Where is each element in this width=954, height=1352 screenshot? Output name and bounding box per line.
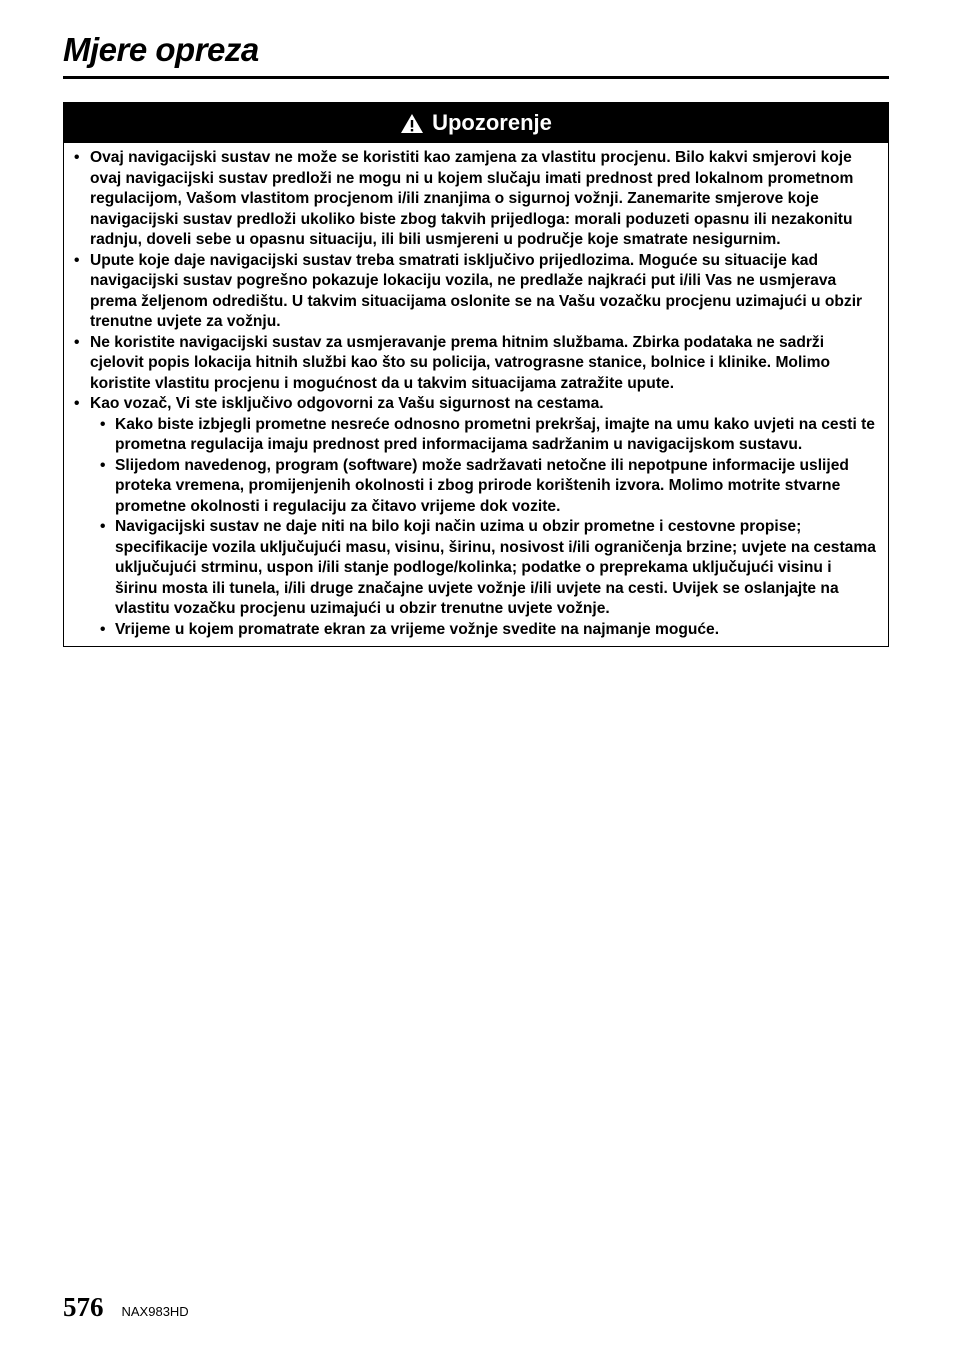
page-number: 576 [63,1292,104,1322]
warning-subitem: • Vrijeme u kojem promatrate ekran za vrijeme vožnje svedite na najmanje moguće. [90,620,878,641]
warning-header [64,103,888,143]
warning-item [72,394,878,640]
warning-item [72,251,878,333]
page-title: Mjere opreza [63,31,259,68]
model-code: NAX983HD [121,1304,189,1319]
warning-item-text: Upute koje daje navigacijski sustav treba smatrati isključivo prijedlozima. Moguće su situacije kad navigacijski sustav pogrešno pokazuje lokaciju vozila, ne predlaže najkraći put i/ili Vas ne usmjerava prema željenom odredištu. U takvim situacijama oslonite se na Vašu vozačku procjenu uzimajući u obzir trenutne uvjete za vožnju. [90,251,863,330]
warning-item [72,333,878,395]
warning-subitem: • Slijedom navedenog, program (software) može sadržavati netočne ili nepotpune informacije uslijed proteka vremena, promijenjenih okolnosti i zbog prirode korištenih izvora. Molimo motrite stvarne prometne okolnosti i regulaciju za čitavo vrijeme dok vozite. [90,456,878,518]
warning-item-text: Kao vozač, Vi ste isključivo odgovorni za Vašu sigurnost na cestama. [90,395,604,412]
page-footer [63,1292,189,1323]
warning-item-text: Ne koristite navigacijski sustav za usmjeravanje prema hitnim službama. Zbirka podataka ne sadrži cjelovit popis lokacija hitnih službi kao što su policija, vatrograsne stanice, bolnice i klinike. Molimo koristite vlastitu procjenu i mogućnost da u takvim situacijama zatražite upute. [90,333,831,392]
title-divider [63,76,889,79]
warning-box [63,102,889,647]
warning-subitem: • Navigacijski sustav ne daje niti na bilo koji način uzima u obzir prometne i cestovne propise; specifikacije vozila uključujući masu, visinu, širinu, nosivost i/ili ograničenja brzine; uvjete na cestama uključujući strminu, uspon i/ili stanje podloge/kolinka; podatke o preprekama uključujući visinu i širinu mosta ili tunela, i/ili druge značajne uvjete vožnje i/ili uvjete na cesti. Uvijek se oslanjajte na vlastitu vozačku procjenu uzimajući u obzir trenutne uvjete vožnje. [90,517,878,620]
warning-item-text: Ovaj navigacijski sustav ne može se koristiti kao zamjena za vlastitu procjenu. Bilo kakvi smjerovi koje ovaj navigacijski sustav predloži ne mogu ni u kojem slučaju imati prednost pred lokalnom prometnom regulacijom, Vašom vlastitom procjenom i/ili znanjima o sigurnoj vožnji. Zanemarite smjerove koje navigacijski sustav predloži ukoliko biste zbog takvih prijedloga: morali poduzeti opasnu ili nezakonitu radnju, doveli sebe u opasnu situaciju, ili bili usmjereni u područje koje smatrate nesigurnim. [90,149,854,248]
warning-triangle-icon [400,113,424,134]
warning-sublist [90,415,878,641]
warning-title: Upozorenje [432,110,552,135]
warning-item [72,148,878,251]
warning-list [72,148,878,640]
warning-subitem: • Kako biste izbjegli prometne nesreće odnosno prometni prekršaj, imajte na umu kako uvjeti na cesti te prometna regulacija imaju prednost pred informacijama sadržanim u navigacijskom sustavu. [90,415,878,456]
warning-body [64,143,888,646]
